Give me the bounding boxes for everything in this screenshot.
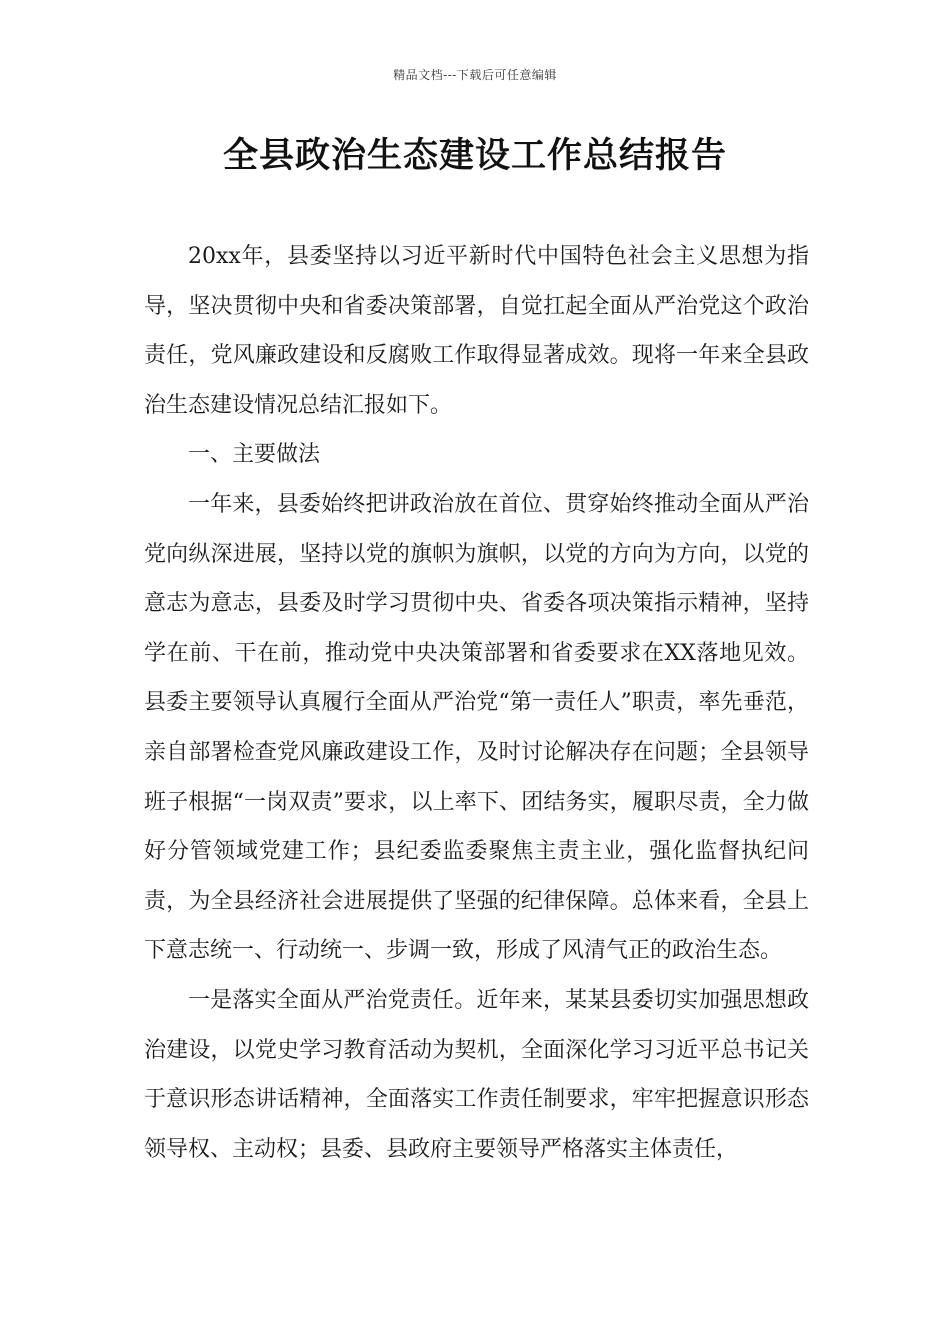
document-body	[144, 232, 809, 1174]
body-paragraph: 一是落实全面从严治党责任。近年来，某某县委切实加强思想政治建设，以党史学习教育活动为契机，全面深化学习习近平总书记关于意识形态讲话精神，全面落实工作责任制要求，牢牢把握意识形态领导权、主动权；县委、县政府主要领导严格落实主体责任，	[144, 987, 809, 1162]
body-paragraph: 一年来，县委始终把讲政治放在首位、贯穿始终推动全面从严治党向纵深进展，坚持以党的旗帜为旗帜，以党的方向为方向，以党的意志为意志，县委及时学习贯彻中央、省委各项决策指示精神，坚持学在前、干在前，推动党中央决策部署和省委要求在XX落地见效。县委主要领导认真履行全面从严治党“第一责任人”职责，率先垂范，亲自部署检查党风廉政建设工作，及时讨论解决存在问题；全县领导班子根据“一岗双责”要求，以上率下、团结务实，履职尽责，全力做好分管领域党建工作；县纪委监委聚焦主责主业，强化监督执纪问责，为全县经济社会进展提供了坚强的纪律保障。总体来看，全县上下意志统一、行动统一、步调一致，形成了风清气正的政治生态。	[144, 491, 809, 964]
document-title: 全县政治生态建设工作总结报告	[222, 136, 727, 176]
intro-paragraph: 20xx年，县委坚持以习近平新时代中国特色社会主义思想为指导，坚决贯彻中央和省委决策部署，自觉扛起全面从严治党这个政治责任，党风廉政建设和反腐败工作取得显著成效。现将一年来全县政治生态建设情况总结汇报如下。	[144, 244, 809, 418]
section-heading: 一、主要做法	[188, 442, 321, 468]
header-note: 精品文档---下载后可任意编辑	[393, 68, 557, 82]
